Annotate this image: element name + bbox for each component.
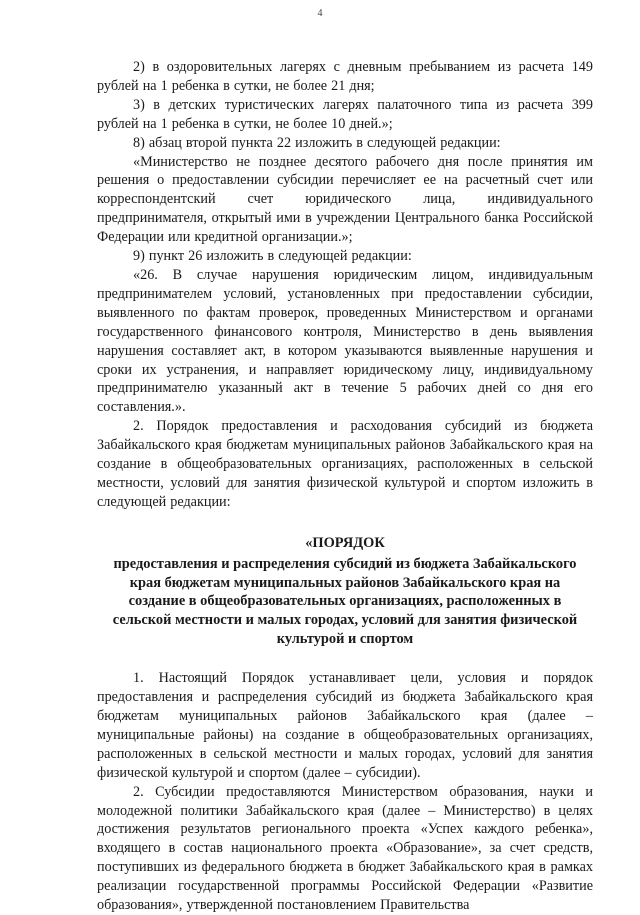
paragraph-clause-1: 1. Настоящий Порядок устанавливает цели, условия и порядок предоставления и распределения субсидий из бюджета Забайкальского края бюджетам муниципальных районов Забайкальского края (далее – муниципальные районы) на создание в общеобразовательных организациях, расположенных в сельской местности и малых городах, условий для занятия физической культурой и спортом (далее – субсидии). bbox=[97, 670, 593, 781]
paragraph-quote-26: «26. В случае нарушения юридическим лицом, индивидуальным предпринимателем условий, установленных при предоставлении субсидии, выявленного по фактам проверок, проведенных Министерством и органами государственного финансового контроля, Министерство в день выявления нарушения составляет акт, в котором указываются выявленные нарушения и сроки их устранения, и направляет юридическому лицу, индивидуальному предпринимателю указанный акт в течение 5 рабочих дней со дня его составления.». bbox=[97, 266, 593, 416]
paragraph-clause-2: 2. Субсидии предоставляются Министерством образования, науки и молодежной политики Забайкальского края (далее – Министерство) в целях достижения результатов регионального проекта «Успех каждого ребенка», входящего в состав национального проекта «Образование», за счет средств, поступивших из федерального бюджета в бюджет Забайкальского края в рамках реализации государственной программы Российской Федерации «Развитие образования», утвержденной постановлением Правительства bbox=[97, 783, 593, 914]
procedure-subtitle: предоставления и распределения субсидий из бюджета Забайкальского края бюджетам муниципальных районов Забайкальского края на создание в общеобразовательных организациях, расположенных в сельской местности и малых городах, условий для занятия физической культурой и спортом bbox=[112, 555, 578, 648]
procedure-title: «ПОРЯДОК bbox=[305, 534, 385, 551]
paragraph-item-3-tourist-camps: 3) в детских туристических лагерях палаточного типа из расчета 399 рублей на 1 ребенка в сутки, не более 10 дней.»; bbox=[97, 96, 593, 132]
paragraph-amendment-9: 9) пункт 26 изложить в следующей редакции: bbox=[133, 248, 412, 265]
page-number: 4 bbox=[317, 8, 323, 19]
paragraph-quote-ministry: «Министерство не позднее десятого рабочего дня после принятия им решения о предоставлении субсидии перечисляет ее на расчетный счет или корреспондентский счет юридического лица, индивидуального предпринимателя, открытый ими в учреждении Центрального банка Российской Федерации или кредитной организации.»; bbox=[97, 153, 593, 246]
paragraph-item-2-camps: 2) в оздоровительных лагерях с дневным пребыванием из расчета 149 рублей на 1 ребенка в сутки, не более 21 дня; bbox=[97, 59, 593, 94]
paragraph-section-2: 2. Порядок предоставления и расходования субсидий из бюджета Забайкальского края бюджетам муниципальных районов Забайкальского края на создание в общеобразовательных организациях, расположенных в сельской местности, условий для занятия физической культурой и спортом изложить в следующей редакции: bbox=[97, 418, 593, 510]
paragraph-amendment-8: 8) абзац второй пункта 22 изложить в следующей редакции: bbox=[133, 134, 501, 151]
document-body bbox=[97, 58, 593, 915]
